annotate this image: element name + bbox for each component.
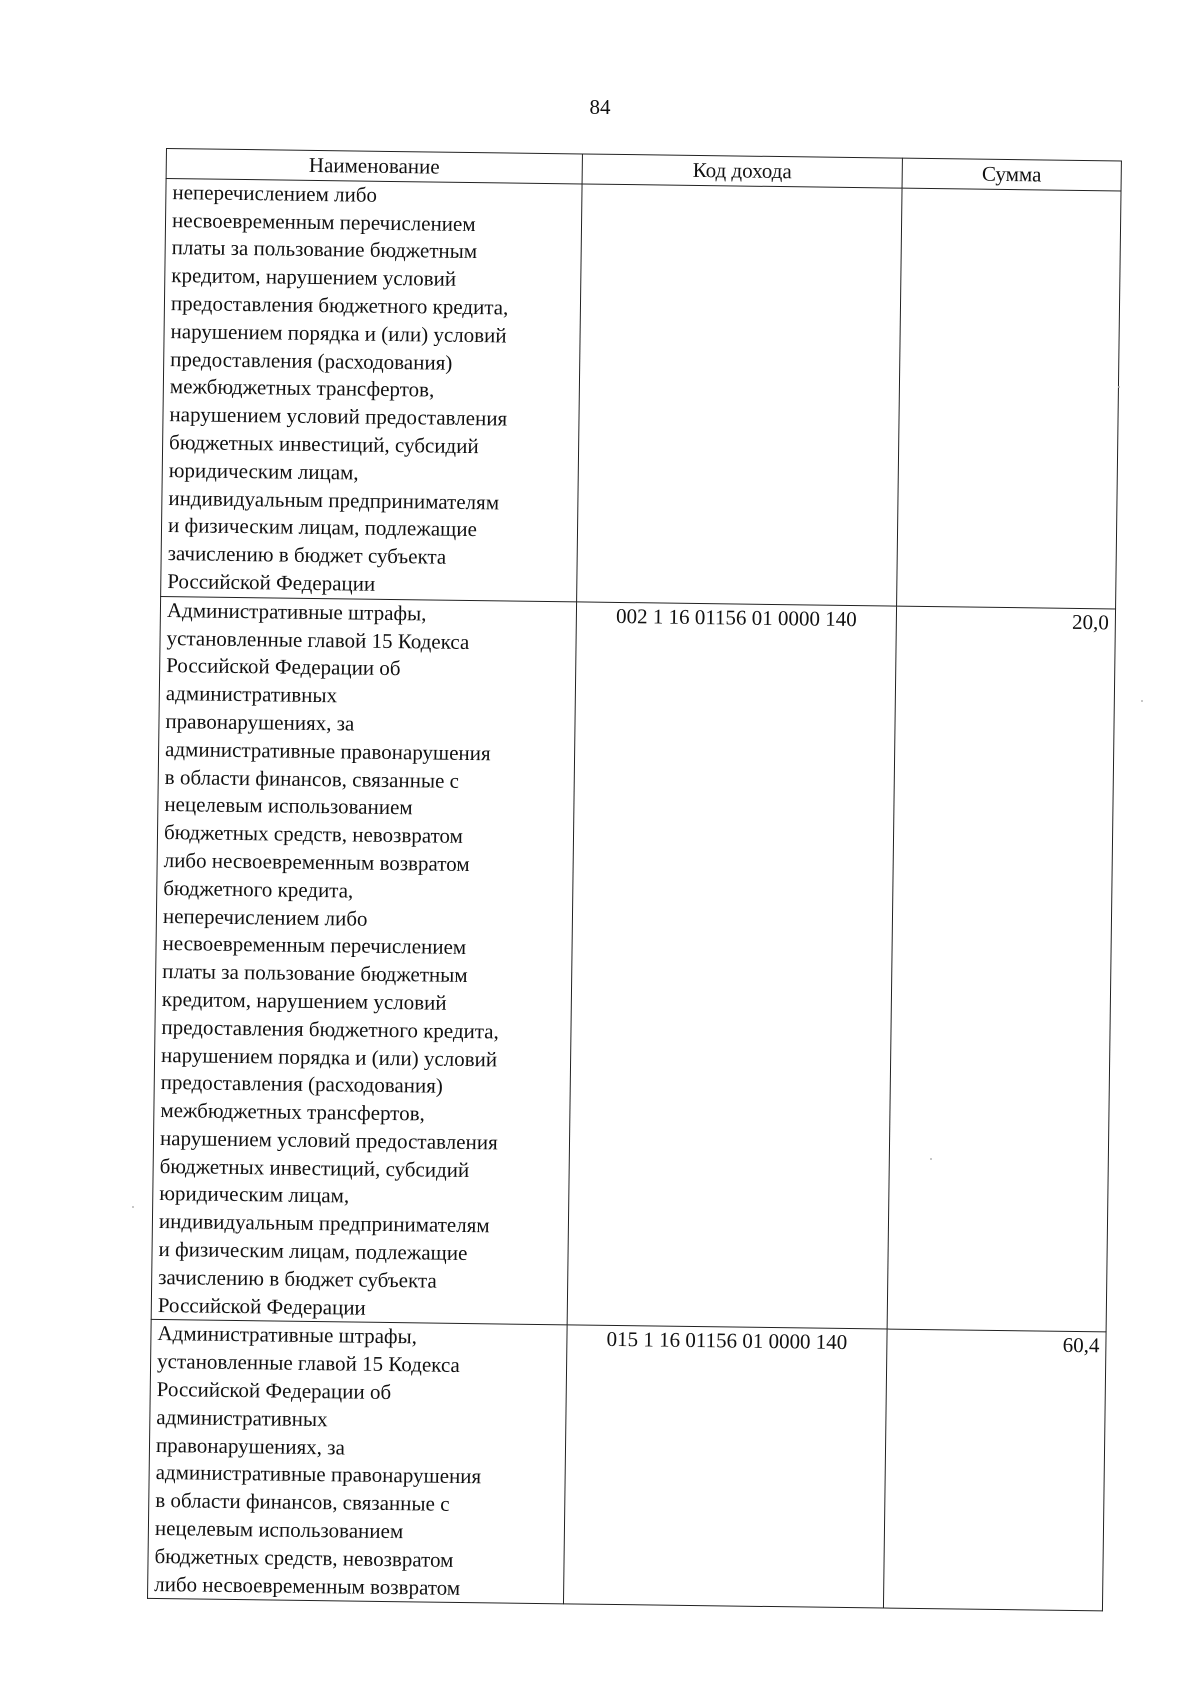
name-line: установленные главой 15 Кодекса bbox=[166, 625, 470, 654]
name-line: бюджетных средств, невозвратом bbox=[163, 820, 464, 849]
name-line: предоставления бюджетного кредита, bbox=[170, 291, 509, 320]
sum-cell bbox=[897, 188, 1121, 609]
name-line: нарушением условий предоставления bbox=[169, 402, 508, 431]
name-line: нарушением порядка и (или) условий bbox=[160, 1042, 498, 1071]
name-line: Российской Федерации об bbox=[166, 653, 401, 681]
name-line: Российской Федерации bbox=[157, 1292, 366, 1320]
name-line: правонарушениях, за bbox=[165, 708, 355, 736]
name-line: нарушением порядка и (или) условий bbox=[170, 318, 507, 348]
name-line: нецелевым использованием bbox=[154, 1516, 404, 1544]
name-line: предоставления бюджетного кредита, bbox=[161, 1014, 500, 1044]
name-line: межбюджетных трансфертов, bbox=[160, 1098, 425, 1126]
name-line: в области финансов, связанные с bbox=[155, 1488, 450, 1517]
page-number: 84 bbox=[589, 95, 611, 119]
name-line: юридическим лицам, bbox=[168, 457, 359, 485]
name-line: платы за пользование бюджетным bbox=[171, 235, 478, 264]
name-line: либо несвоевременным возвратом bbox=[163, 847, 470, 876]
name-line: зачислению в бюджет субъекта bbox=[167, 541, 447, 569]
name-line: Административные штрафы, bbox=[157, 1321, 418, 1349]
name-line: индивидуальным предпринимателям bbox=[168, 485, 500, 514]
header-sum: Сумма bbox=[902, 158, 1121, 191]
name-line: установленные главой 15 Кодекса bbox=[156, 1349, 460, 1378]
name-line: и физическим лицам, подлежащие bbox=[167, 513, 478, 542]
name-cell bbox=[151, 596, 576, 1325]
table-body bbox=[148, 178, 1122, 1611]
name-line: бюджетных инвестиций, субсидий bbox=[168, 430, 479, 459]
name-cell bbox=[148, 1320, 568, 1604]
scan-speck bbox=[1118, 386, 1120, 388]
name-line: Российской Федерации bbox=[167, 569, 376, 596]
name-line: либо несвоевременным возвратом bbox=[154, 1571, 461, 1600]
name-line: административные правонарушения bbox=[155, 1460, 482, 1489]
name-line: правонарушениях, за bbox=[155, 1432, 346, 1460]
name-line: межбюджетных трансфертов, bbox=[169, 374, 435, 402]
header-name: Наименование bbox=[166, 149, 582, 184]
sum-cell: 60,4 bbox=[883, 1330, 1106, 1612]
scan-speck bbox=[1141, 700, 1143, 702]
name-line: административных bbox=[156, 1404, 328, 1432]
revenue-table bbox=[147, 148, 1122, 1612]
name-line: нарушением условий предоставления bbox=[159, 1125, 498, 1155]
name-line: кредитом, нарушением условий bbox=[171, 263, 457, 291]
code-cell: 015 1 16 01156 01 0000 140 bbox=[563, 1325, 887, 1608]
name-line: несвоевременным перечислением bbox=[171, 207, 476, 236]
name-line: административных bbox=[165, 681, 338, 708]
name-line: платы за пользование бюджетным bbox=[162, 959, 468, 988]
name-line: юридическим лицам, bbox=[159, 1181, 350, 1208]
name-line: в области финансов, связанные с bbox=[164, 764, 460, 793]
name-line: несвоевременным перечислением bbox=[162, 931, 467, 960]
name-line: бюджетных средств, невозвратом bbox=[154, 1543, 454, 1572]
code-cell: 002 1 16 01156 01 0000 140 bbox=[567, 602, 896, 1330]
name-line: предоставления (расходования) bbox=[170, 346, 453, 375]
table-row bbox=[161, 178, 1121, 608]
name-line: кредитом, нарушением условий bbox=[161, 986, 447, 1015]
name-line: нецелевым использованием bbox=[164, 792, 413, 820]
scan-speck bbox=[132, 1206, 134, 1208]
name-line: Российской Федерации об bbox=[156, 1377, 392, 1405]
name-line: и физическим лицам, подлежащие bbox=[158, 1237, 468, 1266]
name-line: бюджетного кредита, bbox=[163, 875, 354, 903]
name-line: индивидуальным предпринимателям bbox=[158, 1209, 490, 1238]
header-code: Код дохода bbox=[582, 154, 902, 188]
name-line: бюджетных инвестиций, субсидий bbox=[159, 1153, 470, 1182]
scan-speck bbox=[930, 1158, 932, 1160]
table-row bbox=[148, 1320, 1107, 1611]
name-line: неперечислением либо bbox=[162, 903, 368, 931]
name-line: зачислению в бюджет субъекта bbox=[158, 1264, 437, 1293]
code-cell bbox=[577, 184, 902, 606]
table-row bbox=[151, 596, 1115, 1332]
name-line: неперечислением либо bbox=[172, 179, 378, 207]
name-line: предоставления (расходования) bbox=[160, 1070, 444, 1099]
name-line: административные правонарушения bbox=[164, 736, 491, 766]
name-line: Административные штрафы, bbox=[166, 597, 427, 626]
name-cell bbox=[161, 178, 582, 601]
sum-cell: 20,0 bbox=[887, 606, 1115, 1333]
